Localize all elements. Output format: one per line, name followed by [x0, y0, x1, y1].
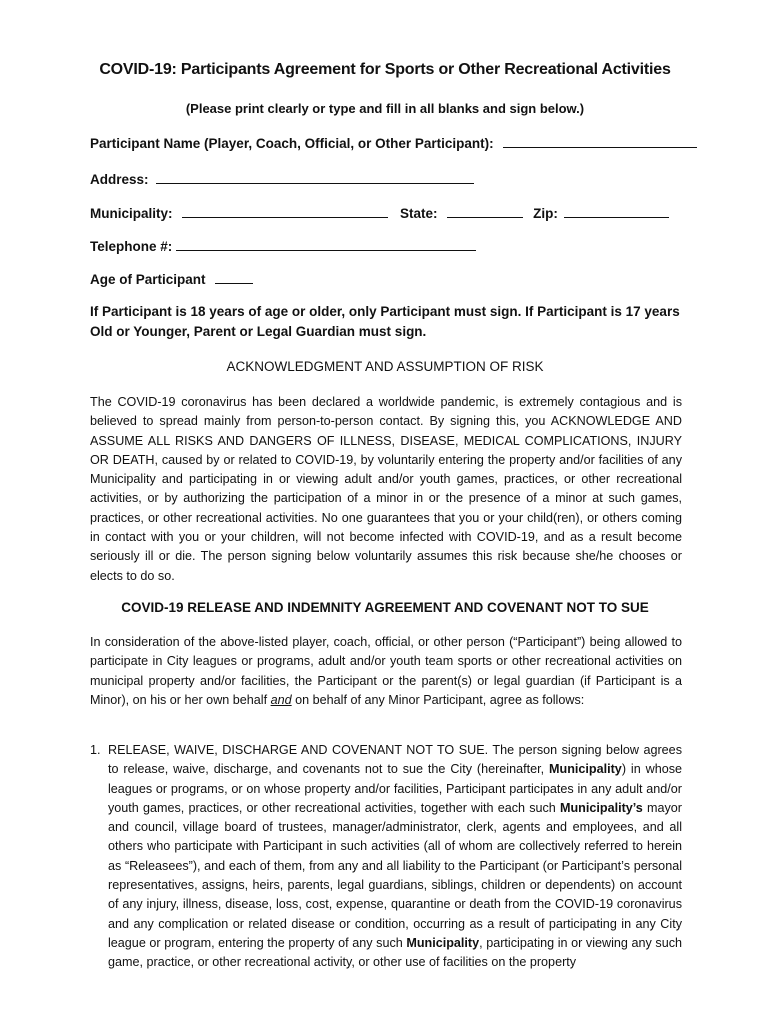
telephone-blank[interactable] [176, 237, 476, 251]
municipality-possessive-term: Municipality’s [560, 800, 643, 815]
document-title: COVID-19: Participants Agreement for Sports or Other Recreational Activities [99, 61, 671, 78]
municipality-term-2: Municipality [406, 935, 480, 950]
municipality-label: Municipality: [90, 206, 173, 221]
release-list-item-1 [90, 741, 682, 973]
telephone-field [90, 237, 476, 254]
state-blank[interactable] [447, 204, 523, 218]
address-label: Address: [90, 172, 149, 187]
zip-label: Zip: [533, 206, 558, 221]
municipality-term: Municipality [549, 762, 622, 777]
document-subtitle: (Please print clearly or type and fill in all blanks and sign below.) [185, 101, 585, 116]
municipality-blank[interactable] [182, 204, 388, 218]
address-blank[interactable] [156, 170, 474, 184]
telephone-label: Telephone #: [90, 239, 173, 254]
municipality-field [90, 204, 669, 221]
age-blank[interactable] [215, 270, 253, 284]
intro-and-emphasis: and [270, 692, 292, 707]
signature-notice: If Participant is 18 years of age or older, only Participant must sign. If Participant is 17 years Old or Younger, Parent or Legal Guardian must sign. [90, 304, 680, 339]
zip-blank[interactable] [564, 204, 669, 218]
address-field [90, 170, 474, 187]
item-text-part-1: RELEASE, WAIVE, DISCHARGE AND COVENANT NOT TO SUE. The person signing below agrees to release, waive, discharge, and covenants not to sue the City (hereinafter, [108, 743, 682, 777]
item-text-part-2: ) in whose leagues or programs, or on whose property and/or facilities, Participant participates in any adult and/or youth games, practices, or other recreational activities, together with each such [108, 762, 683, 815]
participant-name-field [90, 134, 697, 151]
risk-paragraph: The COVID-19 coronavirus has been declared a worldwide pandemic, is extremely contagious and is believed to spread mainly from person-to-person contact. By signing this, you ACKNOWLEDGE AND ASSUME ALL RISKS AND DANGERS OF ILLNESS, DISEASE, MEDICAL COMPLICATIONS, INJURY OR DEATH, caused by or related to COVID-19, by voluntarily entering the property and/or facilities of any Municipality and participating in or viewing adult and/or youth games, practices, or other recreational activities, or by authorizing the participation of a minor in or the presence of a minor at such games, practices, or other recreational activities. No one guarantees that you or your child(ren), or others coming in contact with you or your children, will not become infected with COVID-19, and as a result become seriously ill or die. The person signing below voluntarily assumes this risk because she/he chooses or elects to do so. [90, 395, 682, 583]
item-text-part-4: , participating in or viewing any such game, practice, or other recreational activity, or other use of facilities on the property [108, 935, 682, 970]
participant-name-label: Participant Name (Player, Coach, Official, or Other Participant): [90, 136, 494, 151]
section-heading-risk: ACKNOWLEDGMENT AND ASSUMPTION OF RISK [226, 359, 544, 374]
list-item-number: 1. [90, 743, 101, 757]
release-intro-paragraph [90, 633, 682, 710]
item-text-part-3: mayor and council, village board of trustees, manager/administrator, clerk, agents and employees, and all others who participate with Participant in such activities (all of whom are collectively referred to herein as “Releasees”), and each of them, from any and all liability to the Participant (or Participant’s personal representatives, assigns, heirs, parents, legal guardians, siblings, children or dependents) on account of any injury, illness, disease, loss, cost, expense, quarantine or death from the COVID-19 coronavirus and any complication or related disease or condition, occurring as a result of participating in any City league or program, entering the property of any such [108, 800, 682, 950]
age-label: Age of Participant [90, 272, 206, 287]
section-heading-release: COVID-19 RELEASE AND INDEMNITY AGREEMENT AND COVENANT NOT TO SUE [121, 600, 649, 615]
participant-name-blank[interactable] [503, 134, 697, 148]
age-field [90, 270, 253, 287]
intro-text-after: on behalf of any Minor Participant, agree as follows: [295, 692, 585, 707]
intro-text-before: In consideration of the above-listed player, coach, official, or other person (“Participant”) being allowed to participate in City leagues or programs, adult and/or youth team sports or other recreational activities on municipal property and/or facilities, the Participant or the parent(s) or legal guardian (if Participant is a Minor), on his or her own behalf [90, 635, 682, 707]
state-label: State: [400, 206, 438, 221]
list-item-body [108, 741, 682, 973]
